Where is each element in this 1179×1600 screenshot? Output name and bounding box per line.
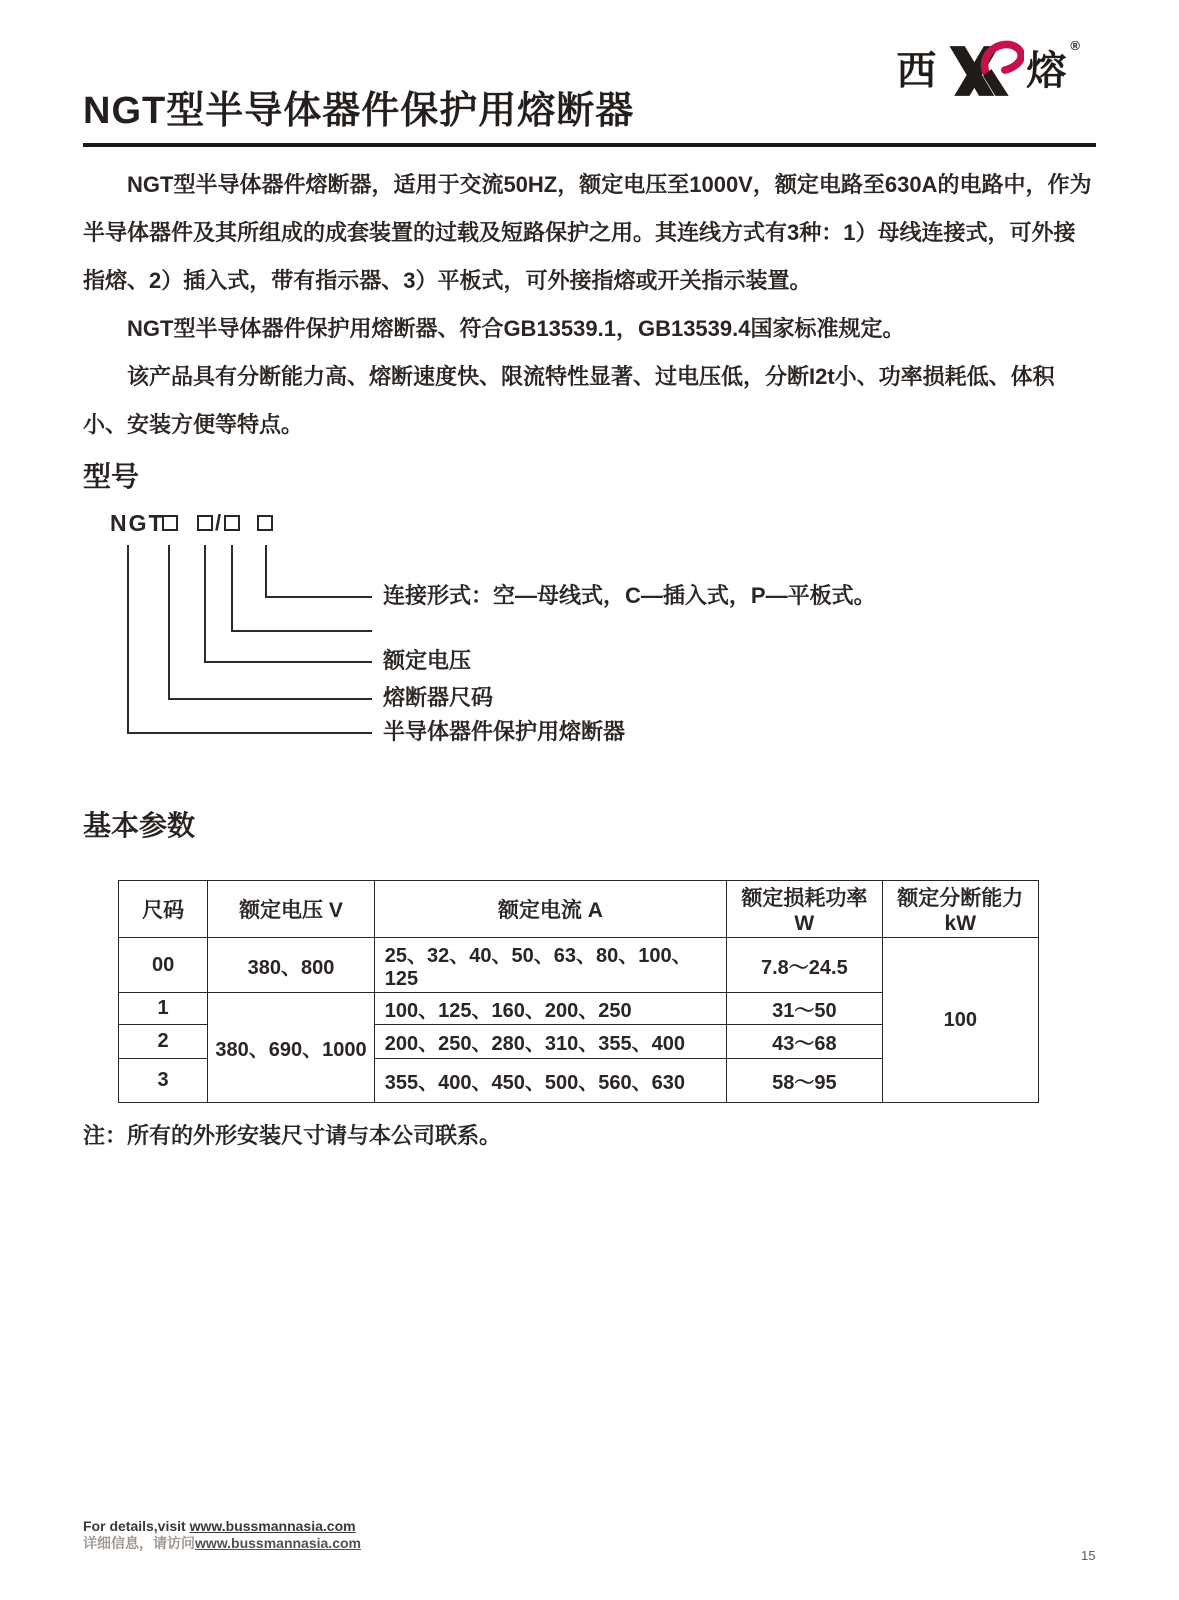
- cell-size: 00: [119, 938, 208, 993]
- cell-current: 100、125、160、200、250: [374, 993, 726, 1025]
- model-label-connection-form: 连接形式：空—母线式，C—插入式，P—平板式。: [383, 582, 876, 608]
- footer-en-prefix: For details,visit: [83, 1518, 190, 1534]
- registered-trademark-icon: ®: [1070, 38, 1080, 53]
- footer-line-en: [83, 1518, 361, 1535]
- model-code-prefix: NGT: [110, 509, 165, 536]
- cell-breaking-capacity: 100: [882, 938, 1038, 1103]
- footer: [83, 1518, 361, 1552]
- table-header-row: [119, 881, 1039, 938]
- cell-power: 7.8～24.5: [727, 938, 882, 993]
- model-label-semiconductor-fuse: 半导体器件保护用熔断器: [383, 718, 626, 744]
- basic-parameters-table: [118, 880, 1039, 1103]
- brand-logo: [896, 40, 1080, 102]
- header-size: 尺码: [119, 881, 208, 938]
- model-placeholder-box-4: [257, 515, 273, 531]
- model-code-diagram: [83, 502, 1096, 760]
- footer-en-url-link[interactable]: www.bussmannasia.com: [189, 1518, 356, 1534]
- model-placeholder-box-1: [162, 515, 178, 531]
- cell-current: 355、400、450、500、560、630: [374, 1059, 726, 1103]
- cell-power: 31～50: [727, 993, 882, 1025]
- logo-right-char: 熔: [1026, 49, 1067, 93]
- cell-size: 1: [119, 993, 208, 1025]
- intro-paragraph-2: NGT型半导体器件保护用熔断器、符合GB13539.1，GB13539.4国家标准规定。: [127, 316, 905, 342]
- cell-voltage: 380、800: [208, 938, 375, 993]
- cell-power: 58～95: [727, 1059, 882, 1103]
- params-section-heading: 基本参数: [83, 809, 196, 841]
- intro-paragraph-1: NGT型半导体器件熔断器，适用于交流50HZ，额定电压至1000V，额定电路至630A的电路中，作为半导体器件及其所组成的成套装置的过载及短路保护之用。其连线方式有3种：1）母线连接式，可外接指熔、2）插入式，带有指示器、3）平板式，可外接指熔或开关指示装置。: [83, 172, 1092, 294]
- footer-zh-url-link[interactable]: www.bussmannasia.com: [195, 1535, 361, 1551]
- cell-size: 3: [119, 1059, 208, 1103]
- table-row: [119, 938, 1039, 993]
- model-placeholder-box-3: [224, 515, 240, 531]
- title-underline: [83, 143, 1096, 147]
- model-placeholder-box-2: [197, 515, 213, 531]
- page-number: 15: [1081, 1548, 1096, 1563]
- header-rated-voltage: 额定电压 V: [208, 881, 375, 938]
- model-section-heading: 型号: [83, 461, 140, 493]
- model-code-slash: /: [215, 509, 222, 535]
- intro-section: [83, 161, 1096, 449]
- footer-zh-prefix: 详细信息，请访问: [83, 1535, 195, 1551]
- footer-line-zh: [83, 1535, 361, 1552]
- cell-size: 2: [119, 1025, 208, 1059]
- intro-paragraph-3: 该产品具有分断能力高、熔断速度快、限流特性显著、过电压低，分断I2t小、功率损耗低、体积小、安装方便等特点。: [83, 364, 1055, 438]
- model-label-rated-voltage: 额定电压: [383, 647, 472, 673]
- header-rated-current: 额定电流 A: [374, 881, 726, 938]
- logo-left-char: 西: [896, 49, 937, 93]
- header-breaking-capacity: 额定分断能力 kW: [882, 881, 1038, 938]
- page-title: NGT型半导体器件保护用熔断器: [83, 90, 635, 132]
- cell-current: 200、250、280、310、355、400: [374, 1025, 726, 1059]
- logo-xr-monogram-icon: [938, 40, 1024, 102]
- header-rated-power-loss: 额定损耗功率 W: [727, 881, 882, 938]
- table-note: 注：所有的外形安装尺寸请与本公司联系。: [83, 1123, 502, 1149]
- cell-voltage-merged: 380、690、1000: [208, 993, 375, 1103]
- model-label-fuse-size: 熔断器尺码: [383, 684, 494, 710]
- cell-power: 43～68: [727, 1025, 882, 1059]
- cell-current: 25、32、40、50、63、80、100、125: [374, 938, 726, 993]
- connector-line-prefix: [127, 545, 372, 734]
